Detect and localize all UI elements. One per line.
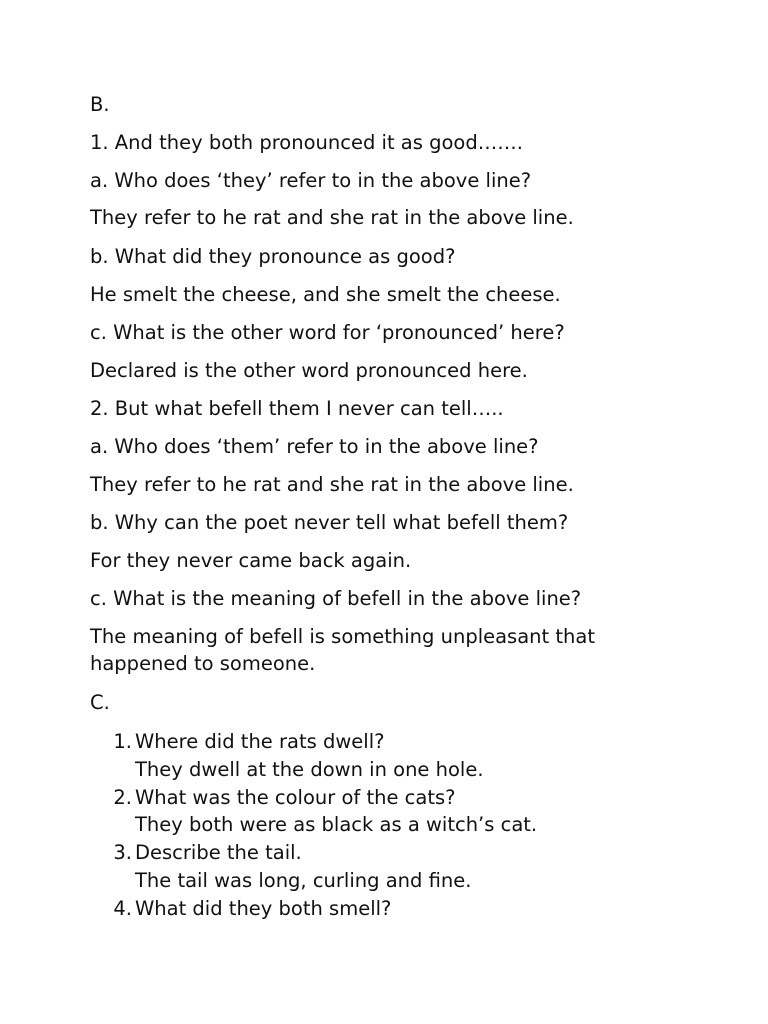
list-item-number: 3. [113,841,132,865]
list-item-question: Describe the tail. [135,841,302,865]
question-2a: a. Who does ‘them’ refer to in the above line? [90,435,539,458]
question-2b: b. Why can the poet never tell what befell them? [90,511,569,534]
list-item [90,728,650,784]
answer-1b: He smelt the cheese, and she smelt the cheese. [90,283,561,306]
section-c-heading: C. [90,691,110,714]
list-item-number: 4. [113,896,132,920]
question-2c: c. What is the meaning of befell in the above line? [90,587,582,610]
question-1a: a. Who does ‘they’ refer to in the above line? [90,169,532,192]
list-item-number: 2. [113,785,132,809]
question-1c: c. What is the other word for ‘pronounced’ here? [90,321,565,344]
answer-2c: The meaning of befell is something unpleasant that happened to someone. [90,625,595,675]
list-item-answer: The tail was long, curling and fine. [135,868,472,892]
answer-1c: Declared is the other word pronounced here. [90,359,528,382]
question-1-stem: 1. And they both pronounced it as good……. [90,131,523,154]
question-2-stem: 2. But what befell them I never can tell….. [90,397,504,420]
question-1b: b. What did they pronounce as good? [90,245,456,268]
list-item-answer: They both were as black as a witch’s cat. [135,813,538,837]
list-item-answer: They dwell at the down in one hole. [135,757,484,781]
list-item-question: What did they both smell? [135,896,392,920]
list-item-number: 1. [113,730,132,753]
section-c-list [90,728,650,923]
list-item [90,784,650,840]
list-item [90,895,650,923]
answer-2b: For they never came back again. [90,549,412,572]
list-item-question: Where did the rats dwell? [135,730,385,753]
answer-1a: They refer to he rat and she rat in the above line. [90,206,574,229]
list-item [90,839,650,895]
section-b-heading: B. [90,93,110,116]
answer-2a: They refer to he rat and she rat in the above line. [90,473,574,496]
list-item-question: What was the colour of the cats? [135,785,456,809]
